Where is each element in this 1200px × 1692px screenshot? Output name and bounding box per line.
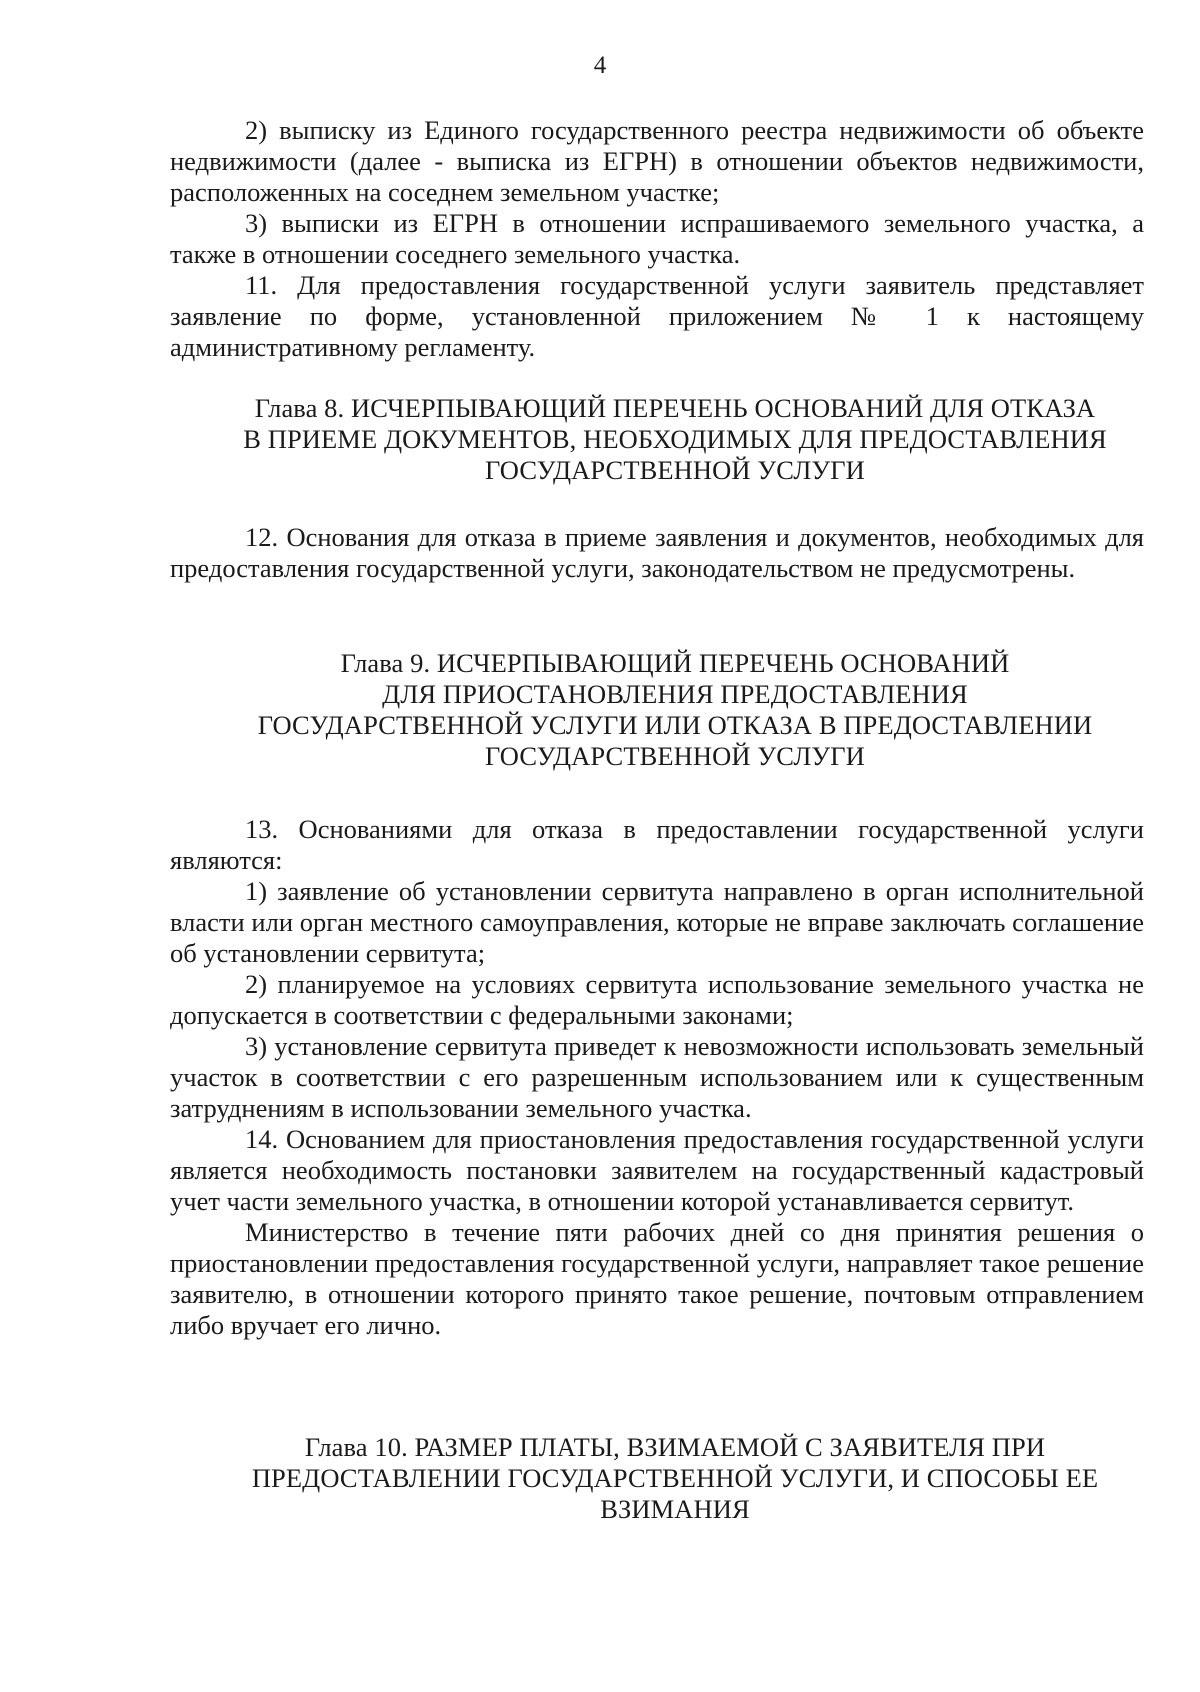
- chapter-9-heading-line: ДЛЯ ПРИОСТАНОВЛЕНИЯ ПРЕДОСТАВЛЕНИЯ: [382, 679, 968, 709]
- page-number: 4: [593, 52, 607, 79]
- chapter-9-heading-line: Глава 9. ИСЧЕРПЫВАЮЩИЙ ПЕРЕЧЕНЬ ОСНОВАНИЙ: [340, 648, 1010, 678]
- paragraph-clause-13: 13. Основаниями для отказа в предоставлении государственной услуги являются:: [170, 814, 1144, 875]
- chapter-10-heading-line: Глава 10. РАЗМЕР ПЛАТЫ, ВЗИМАЕМОЙ С ЗАЯВИТЕЛЯ ПРИ: [304, 1432, 1046, 1462]
- chapter-10-heading: [190, 1432, 1160, 1525]
- text-block-chapter-9: [170, 814, 1144, 1341]
- paragraph-item-2: 2) выписку из Единого государственного реестра недвижимости об объекте недвижимости (далее - выписка из ЕГРН) в отношении объектов недвижимости, расположенных на соседнем земельном участке;: [170, 115, 1144, 207]
- chapter-8-heading-line: Глава 8. ИСЧЕРПЫВАЮЩИЙ ПЕРЕЧЕНЬ ОСНОВАНИЙ ДЛЯ ОТКАЗА: [254, 393, 1096, 423]
- paragraph-item-1: 1) заявление об установлении сервитута направлено в орган исполнительной власти или орган местного самоуправления, которые не вправе заключать соглашение об установлении сервитута;: [170, 876, 1144, 968]
- chapter-8-heading-line: В ПРИЕМЕ ДОКУМЕНТОВ, НЕОБХОДИМЫХ ДЛЯ ПРЕДОСТАВЛЕНИЯ: [243, 424, 1107, 454]
- paragraph-ministry: Министерство в течение пяти рабочих дней со дня принятия решения о приостановлении предоставления государственной услуги, направляет такое решение заявителю, в отношении которого принято такое решение, почтовым отправлением либо вручает его лично.: [170, 1217, 1144, 1340]
- text-block-chapter-8: [170, 522, 1144, 584]
- paragraph-item-3: 3) установление сервитута приведет к невозможности использовать земельный участок в соответствии с его разрешенным использованием или к существенным затруднениям в использовании земельного участка.: [170, 1031, 1144, 1123]
- text-block-documents: [170, 115, 1144, 363]
- paragraph-clause-12: 12. Основания для отказа в приеме заявления и документов, необходимых для предоставления государственной услуги, законодательством не предусмотрены.: [170, 522, 1144, 583]
- paragraph-item-3: 3) выписки из ЕГРН в отношении испрашиваемого земельного участка, а также в отношении соседнего земельного участка.: [170, 208, 1144, 269]
- chapter-8-heading-line: ГОСУДАРСТВЕННОЙ УСЛУГИ: [485, 455, 865, 485]
- chapter-9-heading: [190, 648, 1160, 772]
- paragraph-clause-14: 14. Основанием для приостановления предоставления государственной услуги является необходимость постановки заявителем на государственный кадастровый учет части земельного участка, в отношении которой устанавливается сервитут.: [170, 1124, 1144, 1216]
- chapter-9-heading-line: ГОСУДАРСТВЕННОЙ УСЛУГИ ИЛИ ОТКАЗА В ПРЕДОСТАВЛЕНИИ: [257, 710, 1093, 740]
- chapter-10-heading-line: ВЗИМАНИЯ: [600, 1494, 750, 1524]
- paragraph-item-2: 2) планируемое на условиях сервитута использование земельного участка не допускается в соответствии с федеральными законами;: [170, 969, 1144, 1030]
- chapter-9-heading-line: ГОСУДАРСТВЕННОЙ УСЛУГИ: [485, 741, 865, 771]
- paragraph-clause-11: 11. Для предоставления государственной услуги заявитель представляет заявление по форме, установленной приложением № 1 к настоящему административному регламенту.: [170, 270, 1144, 362]
- chapter-10-heading-line: ПРЕДОСТАВЛЕНИИ ГОСУДАРСТВЕННОЙ УСЛУГИ, И СПОСОБЫ ЕЕ: [251, 1463, 1099, 1493]
- chapter-8-heading: [190, 393, 1160, 486]
